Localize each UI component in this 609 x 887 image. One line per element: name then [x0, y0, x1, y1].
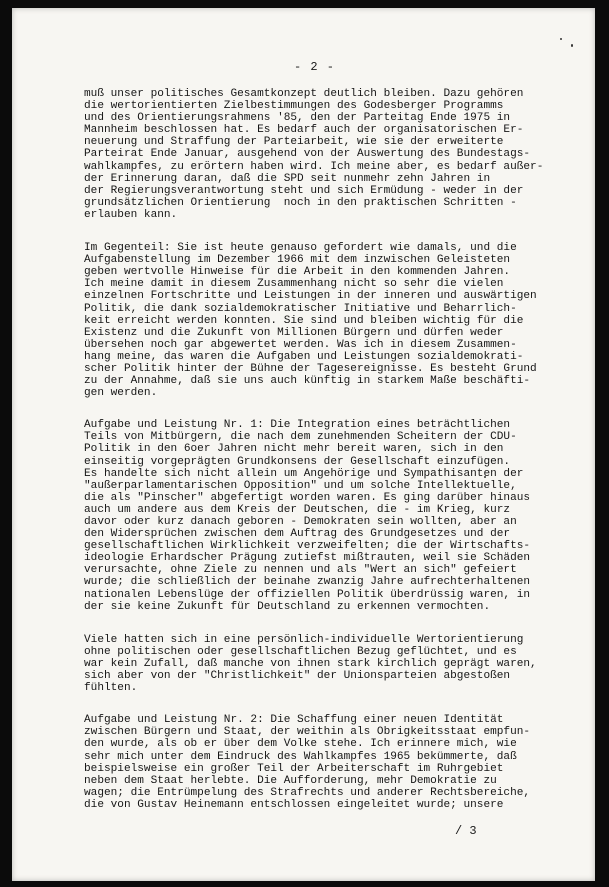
- text-line: wahlkampfes, zu erörtern haben wird. Ich meine aber, es bedarf außer-: [84, 160, 544, 173]
- scan-speck: [571, 44, 573, 47]
- text-line: gen werden.: [84, 387, 158, 400]
- text-line: der sie keine Zukunft für Deutschland zu erkennen vermochten.: [84, 600, 491, 613]
- document-page: [12, 8, 595, 881]
- text-line: wurde; die schließlich der beinahe zwanzig Jahre aufrechterhaltenen: [84, 576, 531, 589]
- text-line: zwischen Bürgern und Staat, der weithin als Obrigkeitsstaat empfun-: [84, 726, 531, 739]
- text-line: verursachte, ohne Ziele zu nennen und als "Wert an sich" gefeiert: [84, 564, 517, 577]
- paragraph: [84, 634, 580, 694]
- text-line: die wertorientierten Zielbestimmungen des Godesberger Programms: [84, 100, 504, 113]
- text-line: davor oder kurz danach geboren - Demokraten sein wollten, aber an: [84, 516, 517, 528]
- scan-speck: [560, 38, 562, 40]
- text-line: zu der Annahme, daß sie uns auch künftig in starkem Maße beschäfti-: [84, 375, 531, 388]
- text-line: neuerung und Straffung der Parteiarbeit, wie sie der erweiterte: [84, 136, 504, 149]
- text-line: die als "Pinscher" abgefertigt worden waren. Es ging darüber hinaus: [84, 491, 531, 504]
- text-line: Aufgabe und Leistung Nr. 2: Die Schaffung einer neuen Identität: [84, 714, 504, 727]
- text-line: einzelnen Fortschritte und Leistungen in der inneren und auswärtigen: [84, 290, 537, 303]
- continuation-marker: / 3: [455, 824, 477, 838]
- text-line: muß unser politisches Gesamtkonzept deutlich bleiben. Dazu gehören: [84, 88, 524, 100]
- text-line: war kein Zufall, daß manche von ihnen stark kirchlich geprägt waren,: [84, 657, 537, 670]
- text-line: nationalen Lebenslüge der offiziellen Politik überdrüssig waren, in: [84, 588, 531, 601]
- text-line: Es handelte sich nicht allein um Angehörige und Sympathisanten der: [84, 467, 524, 480]
- text-line: übersehen noch gar abgewertet werden. Was ich in diesem Zusammen-: [84, 338, 517, 351]
- text-line: auch um andere aus dem Kreis der Deutschen, die - im Krieg, kurz: [84, 503, 511, 516]
- text-line: der Regierungsverantwortung steht und sich Ermüdung - weder in der: [84, 184, 524, 197]
- text-line: die von Gustav Heinemann entschlossen eingeleitet wurde; unsere: [84, 798, 504, 811]
- text-line: scher Politik hinter der Bühne der Tagesereignisse. Es besteht Grund: [84, 362, 537, 375]
- page-number: - 2 -: [294, 60, 336, 74]
- text-line: gesellschaftlichen Wirklichkeit verzweifelten; die der Wirtschafts-: [84, 540, 531, 553]
- text-line: Mannheim beschlossen hat. Es bedarf auch der organisatorischen Er-: [84, 124, 524, 137]
- text-line: Teils von Mitbürgern, die nach dem zunehmenden Scheitern der CDU-: [84, 431, 517, 444]
- paragraph: [84, 714, 580, 811]
- text-line: erlauben kann.: [84, 208, 178, 221]
- text-line: sich aber von der "Christlichkeit" der Unionsparteien abgestoßen: [84, 670, 511, 683]
- text-line: Viele hatten sich in eine persönlich-individuelle Wertorientierung: [84, 633, 524, 646]
- text-line: Im Gegenteil: Sie ist heute genauso gefordert wie damals, und die: [84, 242, 517, 255]
- text-line: fühlten.: [84, 682, 138, 695]
- text-line: beispielsweise ein großer Teil der Arbeiterschaft im Ruhrgebiet: [84, 762, 504, 775]
- text-line: Existenz und die Zukunft von Millionen Bürgern und dürfen weder: [84, 326, 504, 339]
- text-line: einseitig vorgeprägten Grundkonsens der Gesellschaft einzufügen.: [84, 455, 511, 468]
- text-line: Ich meine damit in diesem Zusammenhang nicht so sehr die vielen: [84, 278, 504, 291]
- text-line: sehr mich unter dem Eindruck des Wahlkampfes 1965 bekümmerte, daß: [84, 750, 517, 763]
- text-line: Parteirat Ende Januar, ausgehend von der Auswertung des Bundestags-: [84, 148, 531, 161]
- text-line: Aufgabe und Leistung Nr. 1: Die Integration eines beträchtlichen: [84, 419, 511, 432]
- text-line: hang meine, das waren die Aufgaben und Leistungen sozialdemokrati-: [84, 350, 524, 363]
- text-line: Aufgabenstellung im Dezember 1966 mit dem inzwischen Geleisteten: [84, 254, 511, 267]
- text-line: den Widersprüchen zwischen dem Auftrag des Grundgesetzes und der: [84, 528, 511, 541]
- text-line: der Erinnerung daran, daß die SPD seit nunmehr zehn Jahren in: [84, 172, 491, 185]
- paragraph: [84, 242, 580, 399]
- text-line: keit erreicht werden konnten. Sie sind und bleiben wichtig für die: [84, 314, 524, 327]
- text-line: und des Orientierungsrahmens '85, den der Parteitag Ende 1975 in: [84, 112, 511, 125]
- paragraph: [84, 419, 580, 613]
- text-line: grundsätzlichen Orientierung noch in den praktischen Schritten -: [84, 196, 517, 209]
- body-text: [84, 88, 580, 811]
- text-line: ideologie Erhardscher Prägung zutiefst mißtrauten, weil sie Schäden: [84, 552, 531, 565]
- text-line: Politik in den 6oer Jahren nicht mehr bereit waren, sich in den: [84, 443, 504, 456]
- paragraph: [84, 88, 580, 221]
- text-line: den wurde, als ob er über dem Volke stehe. Ich erinnere mich, wie: [84, 738, 517, 751]
- text-line: "außerparlamentarischen Opposition" und um solche Intellektuelle,: [84, 479, 517, 492]
- text-line: neben dem Staat herlebte. Die Aufforderung, mehr Demokratie zu: [84, 774, 497, 787]
- text-line: Politik, die dank sozialdemokratischer Initiative und Beharrlich-: [84, 302, 517, 315]
- text-line: geben wertvolle Hinweise für die Arbeit in den kommenden Jahren.: [84, 266, 511, 279]
- text-line: ohne politischen oder gesellschaftlichen Bezug geflüchtet, und es: [84, 645, 517, 658]
- text-line: wagen; die Entrümpelung des Strafrechts und anderer Rechtsbereiche,: [84, 786, 531, 799]
